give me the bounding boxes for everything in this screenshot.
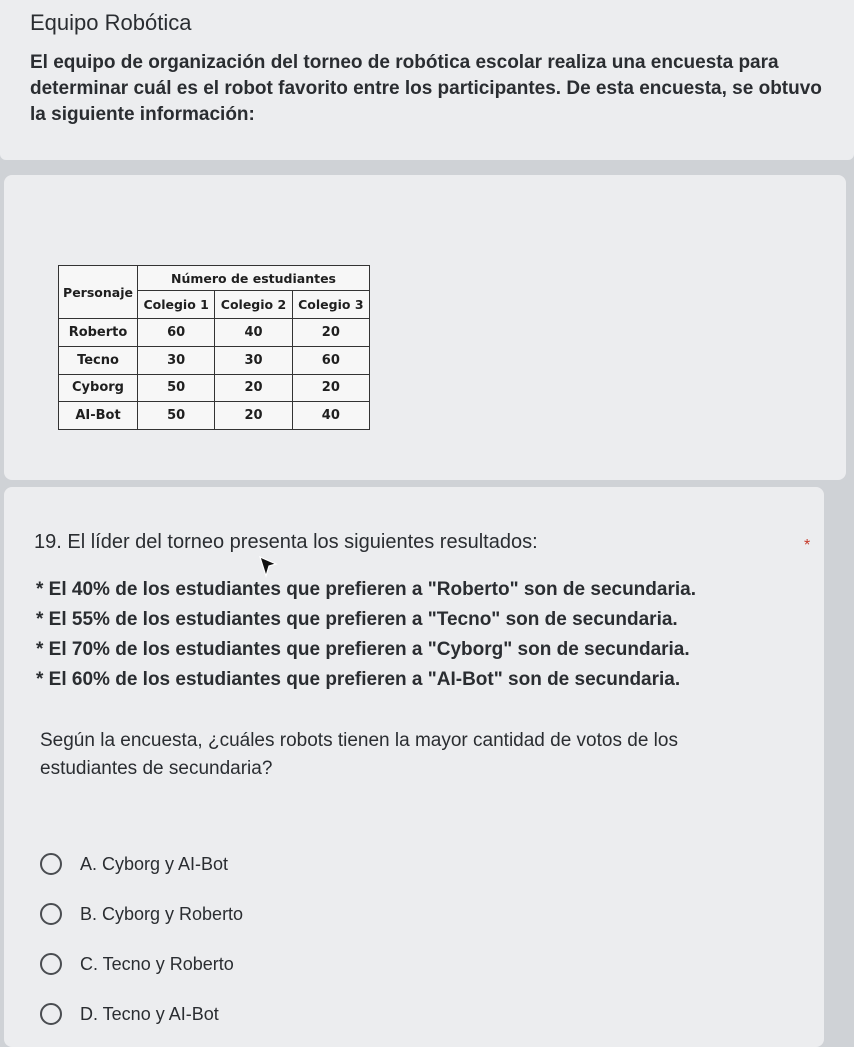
option-label: C. Tecno y Roberto: [80, 953, 234, 974]
column-header: Colegio 1: [138, 291, 215, 319]
answer-options: [40, 839, 243, 1039]
row-label: Cyborg: [59, 374, 138, 402]
result-item: * El 40% de los estudiantes que prefieren a "Roberto" son de secundaria.: [36, 579, 696, 600]
table-row: [59, 346, 370, 374]
radio-unchecked-icon[interactable]: [40, 853, 62, 875]
section-title: Equipo Robótica: [30, 10, 192, 35]
option-d[interactable]: [40, 989, 243, 1039]
option-b[interactable]: [40, 889, 243, 939]
result-item: * El 60% de los estudiantes que prefieren a "AI-Bot" son de secundaria.: [36, 669, 681, 690]
header-personaje: Personaje: [59, 266, 138, 319]
question-prompt: Según la encuesta, ¿cuáles robots tienen la mayor cantidad de votos de los estudiantes de secundaria?: [40, 730, 678, 779]
arrow-cursor-icon: [258, 556, 278, 578]
radio-unchecked-icon[interactable]: [40, 903, 62, 925]
radio-unchecked-icon[interactable]: [40, 1003, 62, 1025]
result-item: * El 55% de los estudiantes que prefieren a "Tecno" son de secundaria.: [36, 609, 678, 630]
table-row: [59, 319, 370, 347]
table-cell: 30: [138, 346, 215, 374]
required-asterisk: *: [804, 537, 811, 554]
table-cell: 40: [215, 319, 292, 347]
column-header: Colegio 2: [215, 291, 292, 319]
row-label: Roberto: [59, 319, 138, 347]
table-card: [4, 175, 846, 480]
table-cell: 30: [215, 346, 292, 374]
result-item: * El 70% de los estudiantes que prefieren a "Cyborg" son de secundaria.: [36, 639, 690, 660]
table-cell: 20: [215, 402, 292, 430]
row-label: AI-Bot: [59, 402, 138, 430]
question-title: 19. El líder del torneo presenta los siguientes resultados:: [34, 531, 538, 553]
intro-description: El equipo de organización del torneo de robótica escolar realiza una encuesta para determinar cuál es el robot favorito entre los participantes. De esta encuesta, se obtuvo la siguiente información:: [30, 52, 822, 125]
option-label: D. Tecno y AI-Bot: [80, 1003, 219, 1024]
option-c[interactable]: [40, 939, 243, 989]
column-header: Colegio 3: [292, 291, 369, 319]
table-cell: 60: [292, 346, 369, 374]
option-a[interactable]: [40, 839, 243, 889]
radio-unchecked-icon[interactable]: [40, 953, 62, 975]
row-label: Tecno: [59, 346, 138, 374]
table-cell: 60: [138, 319, 215, 347]
table-cell: 20: [292, 374, 369, 402]
intro-card: [0, 0, 854, 160]
table-row: [59, 374, 370, 402]
table-cell: 50: [138, 402, 215, 430]
table-cell: 20: [215, 374, 292, 402]
question-card: [4, 487, 824, 1047]
option-label: B. Cyborg y Roberto: [80, 903, 244, 924]
table-cell: 50: [138, 374, 215, 402]
survey-table: [58, 265, 370, 430]
table-cell: 20: [292, 319, 369, 347]
table-row: [59, 402, 370, 430]
option-label: A. Cyborg y AI-Bot: [80, 853, 229, 874]
results-list: [36, 575, 696, 695]
header-numero-estudiantes: Número de estudiantes: [138, 266, 370, 291]
table-cell: 40: [292, 402, 369, 430]
